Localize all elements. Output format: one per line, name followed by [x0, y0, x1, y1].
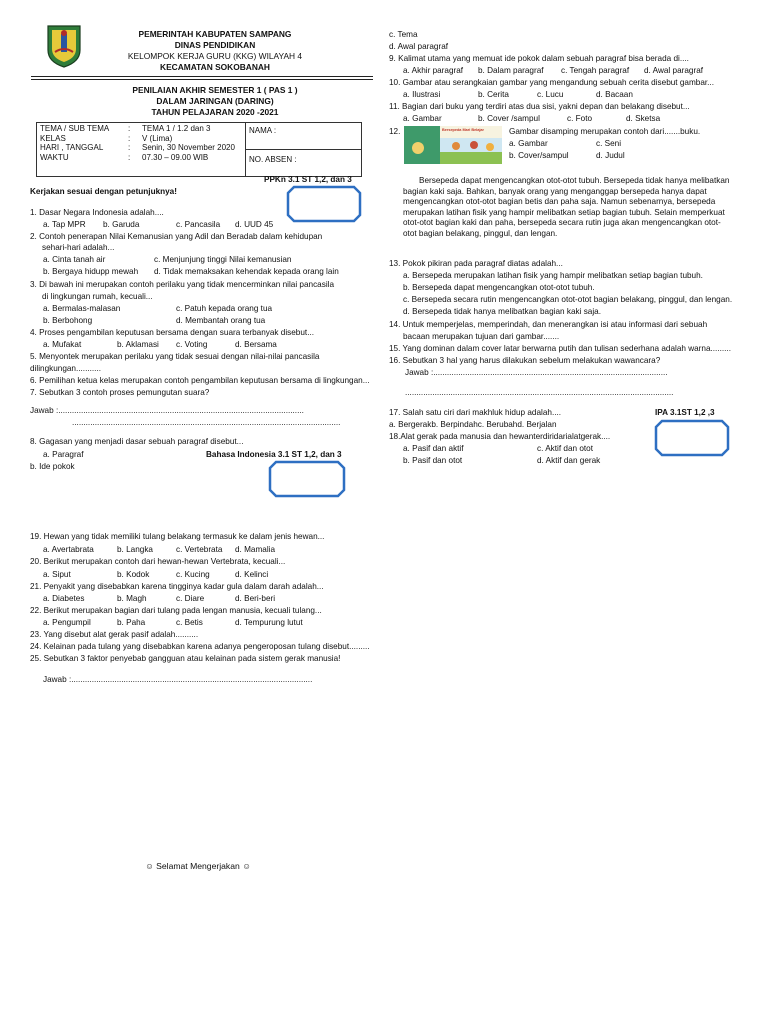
- q10-option-a: a. Ilustrasi: [403, 90, 441, 99]
- header-divider-thin: [31, 79, 373, 80]
- question-6: 6. Pemilihan ketua kelas merupakan contoh pengambilan keputusan bersama di lingkungan...: [30, 376, 370, 385]
- q20-option-b: b. Kodok: [117, 570, 150, 579]
- q17-options: a. Bergerakb. Berpindahc. Berubahd. Berjalan: [389, 420, 557, 429]
- info-labels: [37, 123, 126, 177]
- question-19: 19. Hewan yang tidak memiliki tulang belakang termasuk ke dalam jenis hewan...: [30, 532, 325, 541]
- value-tema: TEMA 1 / 1.2 dan 3: [142, 124, 211, 133]
- question-5: 5. Menyontek merupakan perilaku yang tidak sesuai dengan nilai-nilai pancasila: [30, 352, 320, 361]
- q10-option-d: d. Bacaan: [596, 90, 633, 99]
- q21-option-c: c. Diare: [176, 594, 205, 603]
- question-20: 20. Berikut merupakan contoh dari hewan-hewan Vertebrata, kecuali...: [30, 557, 286, 566]
- colon: :: [128, 143, 131, 153]
- header-government: PEMERINTAH KABUPATEN SAMPANG: [138, 29, 292, 39]
- header-divider: [31, 76, 373, 77]
- q2-option-b: b. Bergaya hidupp mewah: [43, 267, 139, 276]
- q3-option-d: d. Membantah orang tua: [176, 316, 266, 325]
- question-14-cont: bacaan merupakan tujuan dari gambar.......: [403, 332, 560, 341]
- answer-line-7[interactable]: Jawab :............................................................................................................: [30, 406, 304, 415]
- question-3: 3. Di bawah ini merupakan contoh perilaku yang tidak mencerminkan nilai pancasila: [30, 280, 335, 289]
- q12-option-a: a. Gambar: [509, 139, 548, 148]
- question-10: 10. Gambar atau serangkaian gambar yang mengandung sebuah cerita disebut gambar...: [389, 78, 714, 87]
- book-cover-title: Bersepeda Mari Belajar: [442, 128, 484, 132]
- q2-option-a: a. Cinta tanah air: [43, 255, 106, 264]
- q18-option-a: a. Pasif dan aktif: [403, 444, 464, 453]
- q20-option-c: c. Kucing: [176, 570, 210, 579]
- q22-option-a: a. Pengumpil: [43, 618, 91, 627]
- question-11: 11. Bagian dari buku yang terdiri atas dua sisi, yakni depan dan belakang disebut...: [389, 102, 690, 111]
- q2-option-c: c. Menjunjung tinggi Nilai kemanusian: [154, 255, 292, 264]
- header-kkg: KELOMPOK KERJA GURU (KKG) WILAYAH 4: [127, 51, 303, 61]
- q13-option-d: d. Bersepeda tidak hanya melibatkan bagian kaki saja.: [403, 307, 601, 316]
- q8-option-d: d. Awal paragraf: [389, 42, 449, 51]
- answer-line-7b[interactable]: ......................................................................................................................: [72, 418, 341, 427]
- q12-option-c: c. Seni: [596, 139, 622, 148]
- question-3-cont: di lingkungan rumah, kecuali...: [42, 292, 153, 301]
- q8-option-a: a. Paragraf: [43, 450, 84, 459]
- q8-option-b: b. Ide pokok: [30, 462, 75, 471]
- exam-title: PENILAIAN AKHIR SEMESTER 1 ( PAS 1 ): [132, 85, 298, 95]
- question-1: 1. Dasar Negara Indonesia adalah....: [30, 208, 164, 217]
- question-16: 16. Sebutkan 3 hal yang harus dilakukan sebelum melakukan wawancara?: [389, 356, 661, 365]
- label-kelas: KELAS: [40, 133, 66, 143]
- closing-message: ☺ Selamat Mengerjakan ☺: [145, 861, 251, 871]
- info-values: [139, 123, 246, 177]
- header-office: DINAS PENDIDIKAN: [174, 40, 256, 50]
- score-frame-ppkn: [286, 185, 362, 223]
- question-2: 2. Contoh penerapan Nilai Kemanusian yang Adil dan Beradab dalam kehidupan: [30, 232, 323, 241]
- question-13: 13. Pokok pikiran pada paragraf diatas adalah...: [389, 259, 563, 268]
- q9-option-a: a. Akhir paragraf: [403, 66, 464, 75]
- q22-option-b: b. Paha: [117, 618, 146, 627]
- q11-option-a: a. Gambar: [403, 114, 442, 123]
- q11-option-c: c. Foto: [567, 114, 593, 123]
- colon: :: [128, 133, 131, 143]
- question-23: 23. Yang disebut alat gerak pasif adalah..........: [30, 630, 199, 639]
- label-tema: TEMA / SUB TEMA: [40, 124, 110, 133]
- exam-year: TAHUN PELAJARAN 2020 -2021: [151, 107, 279, 117]
- q20-option-d: d. Kelinci: [235, 570, 269, 579]
- q3-option-c: c. Patuh kepada orang tua: [176, 304, 273, 313]
- colon: :: [128, 152, 131, 162]
- q4-option-b: b. Aklamasi: [117, 340, 159, 349]
- q1-option-c: c. Pancasila: [176, 220, 221, 229]
- label-waktu: WAKTU: [40, 152, 69, 162]
- value-kelas: V (Lima): [142, 133, 173, 143]
- question-18: 18.Alat gerak pada manusia dan hewanterdiridarialatgerak....: [389, 432, 611, 441]
- header-district: KECAMATAN SOKOBANAH: [160, 62, 270, 72]
- question-7: 7. Sebutkan 3 contoh proses pemungutan suara?: [30, 388, 210, 397]
- q21-option-b: b. Magh: [117, 594, 147, 603]
- q4-option-d: d. Bersama: [235, 340, 277, 349]
- q8-option-c: c. Tema: [389, 30, 418, 39]
- colon: :: [128, 124, 131, 133]
- value-hari: Senin, 30 November 2020: [142, 143, 235, 153]
- q18-option-d: d. Aktif dan gerak: [537, 456, 601, 465]
- score-frame-ipa: [654, 419, 730, 457]
- question-4: 4. Proses pengambilan keputusan bersama dengan suara terbanyak disebut...: [30, 328, 315, 337]
- q13-option-c: c. Bersepeda secara rutin mengencangkan otot-otot bagian belakang, pinggul, dan lengan.: [403, 295, 733, 304]
- answer-line-16[interactable]: Jawab :.......................................................................................................: [405, 368, 668, 377]
- info-colons: [125, 123, 139, 177]
- question-12: Gambar disamping merupakan contoh dari.......buku.: [509, 127, 701, 136]
- q3-option-b: b. Berbohong: [43, 316, 93, 325]
- q9-option-b: b. Dalam paragraf: [478, 66, 544, 75]
- q21-option-a: a. Diabetes: [43, 594, 85, 603]
- q3-option-a: a. Bermalas-malasan: [43, 304, 121, 313]
- student-info-table: [36, 122, 362, 177]
- reading-paragraph: Bersepeda dapat mengencangkan otot-otot tubuh. Bersepeda tidak hanya melibatkan bagian kaki saja. Bahkan, banyak orang yang menganggap bersepeda hanya dapat mengencangkan otot-otot bagian betis dan paha saja. Namun sebenarnya, bersepeda merupakan latihan fisik yang hampir melibatkan setiap bagian tubuh. Selain memperkuat otot-otot bagian kaki dan paha, bersepeda secara rutin juga akan mengencangkan otot-otot bagian belakang, pinggul, dan lengan.: [403, 176, 730, 238]
- q21-option-d: d. Beri-beri: [235, 594, 276, 603]
- exam-mode: DALAM JARINGAN (DARING): [156, 96, 274, 106]
- q20-option-a: a. Siput: [43, 570, 71, 579]
- q9-option-d: d. Awal paragraf: [644, 66, 704, 75]
- q22-option-d: d. Tempurung lutut: [235, 618, 303, 627]
- q4-option-c: c. Voting: [176, 340, 208, 349]
- answer-line-25[interactable]: Jawab :..........................................................................................................: [43, 675, 313, 684]
- q13-option-b: b. Bersepeda dapat mengencangkan otot-otot tubuh.: [403, 283, 595, 292]
- q4-option-a: a. Mufakat: [43, 340, 82, 349]
- label-hari: HARI , TANGGAL: [40, 143, 104, 153]
- question-24: 24. Kelainan pada tulang yang disebabkan karena adanya pengeroposan tulang disebut.........: [30, 642, 370, 651]
- q11-option-b: b. Cover /sampul: [478, 114, 540, 123]
- question-14: 14. Untuk memperjelas, memperindah, dan menerangkan isi atau informasi dari sebuah: [389, 320, 708, 329]
- regency-logo: [44, 22, 84, 68]
- score-frame-bindo: [268, 460, 346, 498]
- value-waktu: 07.30 – 09.00 WIB: [142, 152, 209, 162]
- question-17: 17. Salah satu ciri dari makhluk hidup adalah....: [389, 408, 562, 417]
- ppkn-tag: PPKn 3.1 ST 1,2, dan 3: [264, 175, 352, 184]
- q1-option-d: d. UUD 45: [235, 220, 274, 229]
- question-12-number: 12.: [389, 127, 401, 136]
- q13-option-a: a. Bersepeda merupakan latihan fisik yang hampir melibatkan setiap bagian tubuh.: [403, 271, 703, 280]
- identity-cell: [246, 123, 362, 177]
- question-2-cont: sehari-hari adalah...: [42, 243, 115, 252]
- q22-option-c: c. Betis: [176, 618, 203, 627]
- q1-option-b: b. Garuda: [103, 220, 140, 229]
- q9-option-c: c. Tengah paragraf: [561, 66, 630, 75]
- question-15: 15. Yang dominan dalam cover latar berwarna putih dan tulisan sederhana adalah warna.........: [389, 344, 731, 353]
- q12-option-b: b. Cover/sampul: [509, 151, 569, 160]
- answer-line-16b[interactable]: ......................................................................................................................: [405, 388, 674, 397]
- question-25: 25. Sebutkan 3 faktor penyebab gangguan atau kelainan pada sistem gerak manusia!: [30, 654, 341, 663]
- q11-option-d: d. Sketsa: [626, 114, 661, 123]
- question-8: 8. Gagasan yang menjadi dasar sebuah paragraf disebut...: [30, 437, 244, 446]
- ipa-tag: IPA 3.1ST 1,2 ,3: [655, 408, 715, 417]
- name-field[interactable]: NAMA :: [246, 123, 361, 150]
- bindo-tag: Bahasa Indonesia 3.1 ST 1,2, dan 3: [206, 450, 342, 459]
- q1-option-a: a. Tap MPR: [43, 220, 86, 229]
- question-5-cont: dilingkungan...........: [30, 364, 102, 373]
- q19-option-c: c. Vertebrata: [176, 545, 223, 554]
- q19-option-a: a. Avertabrata: [43, 545, 94, 554]
- instruction: Kerjakan sesuai dengan petunjuknya!: [30, 187, 177, 196]
- question-9: 9. Kalimat utama yang memuat ide pokok dalam sebuah paragraf bisa berada di....: [389, 54, 689, 63]
- absen-field[interactable]: NO. ABSEN :: [249, 155, 297, 164]
- q18-option-b: b. Pasif dan otot: [403, 456, 463, 465]
- question-22: 22. Berikut merupakan bagian dari tulang pada lengan manusia, kecuali tulang...: [30, 606, 322, 615]
- q19-option-d: d. Mamalia: [235, 545, 276, 554]
- q2-option-d: d. Tidak memaksakan kehendak kepada orang lain: [154, 267, 339, 276]
- q10-option-c: c. Lucu: [537, 90, 564, 99]
- q10-option-b: b. Cerita: [478, 90, 509, 99]
- q19-option-b: b. Langka: [117, 545, 153, 554]
- question-21: 21. Penyakit yang disebabkan karena tingginya kadar gula dalam darah adalah...: [30, 582, 324, 591]
- q18-option-c: c. Aktif dan otot: [537, 444, 593, 453]
- q12-option-d: d. Judul: [596, 151, 625, 160]
